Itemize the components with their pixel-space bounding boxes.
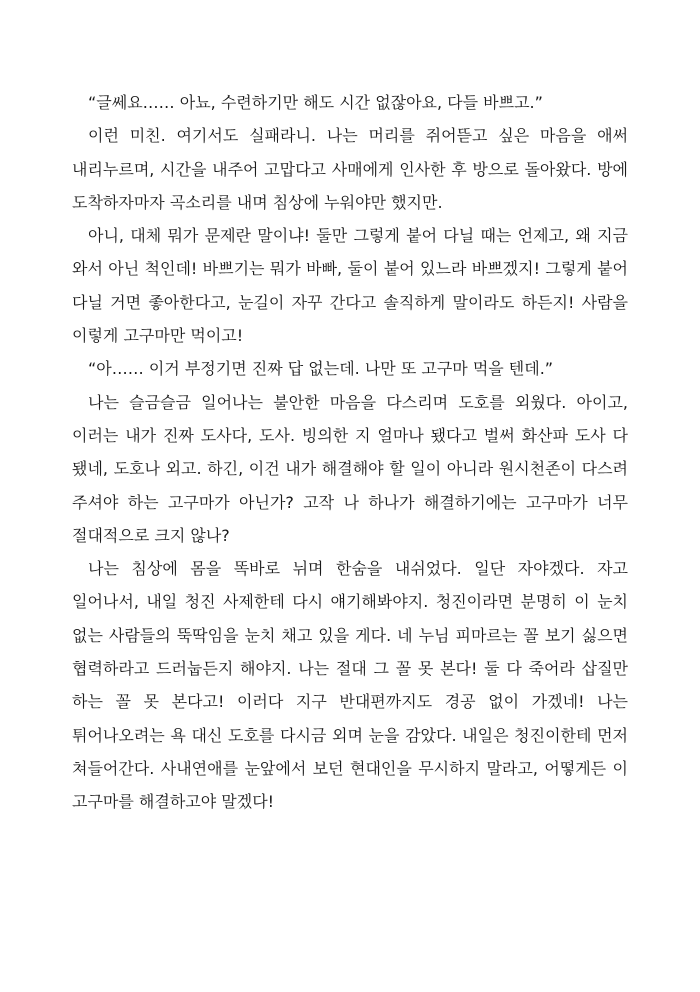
paragraph-narration-2: 아니, 대체 뭐가 문제란 말이냐! 둘만 그렇게 붙어 다닐 때는 언제고, 왜 지금 와서 아닌 척인데! 바쁘기는 뭐가 바빠, 둘이 붙어 있느라 바쁘겠지! 그렇게 붙어 다닐 거면 좋아한다고, 눈길이 자꾸 간다고 솔직하게 말이라도 하든지! 사람을 이렇게 고구마만 먹이고! (72, 226, 628, 346)
paragraph-narration-1: 이런 미친. 여기서도 실패라니. 나는 머리를 쥐어뜯고 싶은 마음을 애써 내리누르며, 시간을 내주어 고맙다고 사매에게 인사한 후 방으로 돌아왔다. 방에 도착하자마자 곡소리를 내며 침상에 누워야만 했지만. (72, 126, 628, 212)
paragraph-narration-4: 나는 침상에 몸을 똑바로 뉘며 한숨을 내쉬었다. 일단 자야겠다. 자고 일어나서, 내일 청진 사제한테 다시 얘기해봐야지. 청진이라면 분명히 이 눈치 없는 사람들의 뚝딱임을 눈치 채고 있을 게다. 네 누님 피마르는 꼴 보기 싫으면 협력하라고 드러눕든지 해야지. 나는 절대 그 꼴 못 본다! 둘 다 죽어라 삽질만 하는 꼴 못 본다고! 이러다 지구 반대편까지도 경공 없이 가겠네! 나는 튀어나오려는 욕 대신 도호를 다시금 외며 눈을 감았다. 내일은 청진이한테 먼저 쳐들어간다. 사내연애를 눈앞에서 보던 현대인을 무시하지 말라고, 어떻게든 이 고구마를 해결하고야 말겠다! (72, 559, 628, 812)
document-page (72, 86, 628, 819)
paragraph-dialogue-2: “아…… 이거 부정기면 진짜 답 없는데. 나만 또 고구마 먹을 텐데.” (88, 359, 554, 379)
paragraph-narration-3: 나는 슬금슬금 일어나는 불안한 마음을 다스리며 도호를 외웠다. 아이고, 이러는 내가 진짜 도사다, 도사. 빙의한 지 얼마나 됐다고 벌써 화산파 도사 다 됐네, 도호나 외고. 하긴, 이건 내가 해결해야 할 일이 아니라 원시천존이 다스려 주셔야 하는 고구마가 아닌가? 고작 나 하나가 해결하기에는 고구마가 너무 절대적으로 크지 않나? (72, 392, 628, 545)
paragraph-dialogue-1: “글쎄요…… 아뇨, 수련하기만 해도 시간 없잖아요, 다들 바쁘고.” (88, 93, 543, 112)
